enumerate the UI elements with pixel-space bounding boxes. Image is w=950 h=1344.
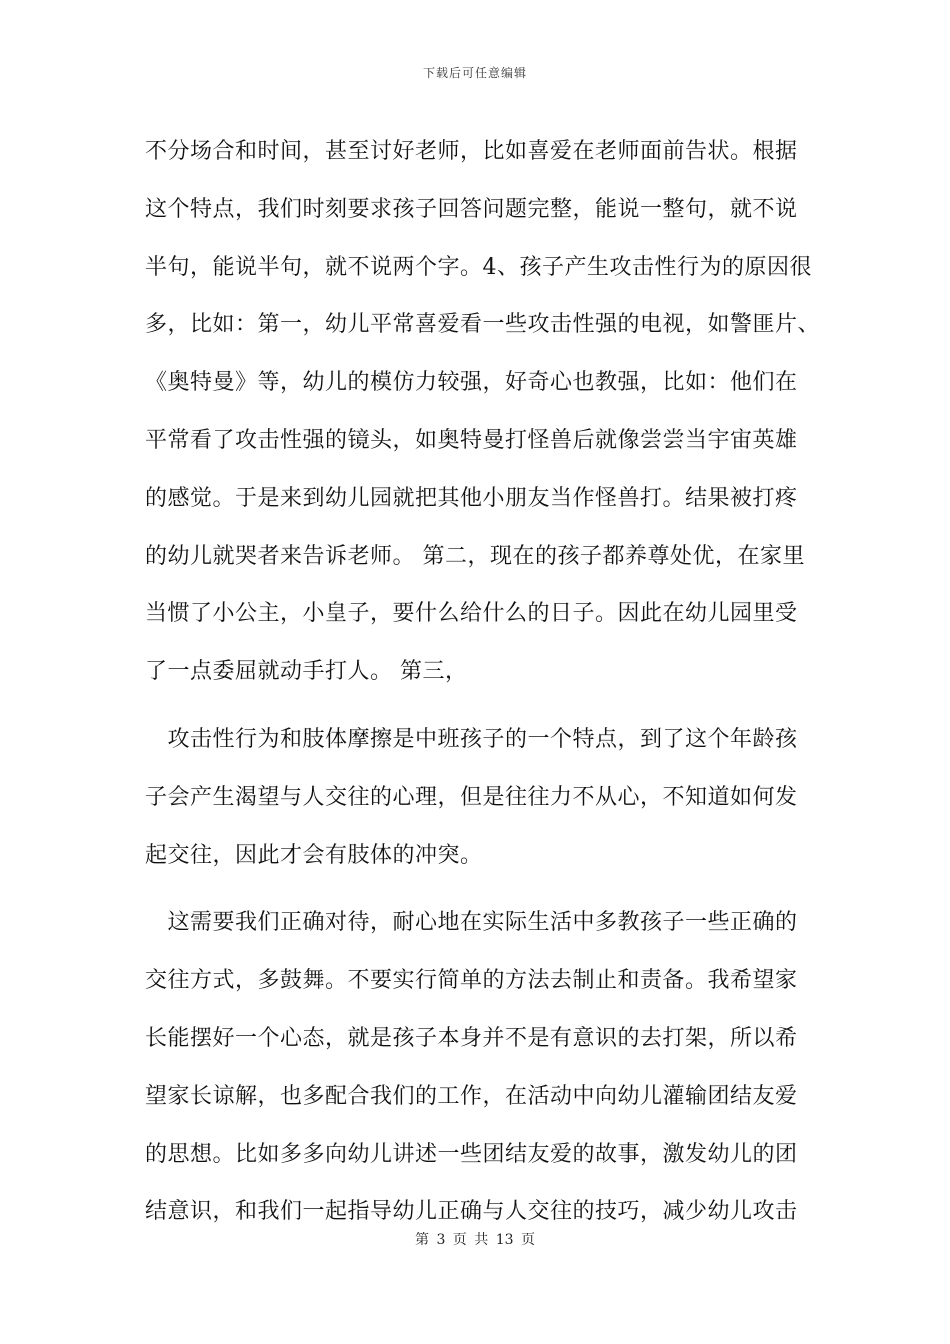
text-line: 当惯了小公主，小皇子，要什么给什么的日子。因此在幼儿园里受 (145, 601, 798, 627)
text-line: 多，比如：第一，幼儿平常喜爱看一些攻击性强的电视，如警匪片、 (145, 312, 821, 338)
text-line: 的幼儿就哭者来告诉老师。 第二，现在的孩子都养尊处优，在家里 (145, 543, 805, 569)
page-number-footer: 第 3 页 共 13 页 (415, 1232, 535, 1248)
text-line: 这个特点，我们时刻要求孩子回答问题完整，能说一整句，就不说 (145, 196, 798, 222)
text-line: 子会产生渴望与人交往的心理，但是往往力不从心，不知道如何发 (145, 784, 798, 810)
text-line: 的思想。比如多多向幼儿讲述一些团结友爱的故事，激发幼儿的团 (145, 1141, 798, 1167)
text-line: 的感觉。于是来到幼儿园就把其他小朋友当作怪兽打。结果被打疼 (145, 485, 798, 511)
text-line: 望家长谅解，也多配合我们的工作，在活动中向幼儿灌输团结友爱 (145, 1083, 798, 1109)
text-line: 了一点委屈就动手打人。 第三， (145, 659, 468, 685)
text-line: 《奥特曼》等，幼儿的模仿力较强，好奇心也教强，比如：他们在 (145, 370, 798, 396)
paragraph-spacer (145, 893, 815, 903)
text-line: 半句，能说半句，就不说两个字。4、孩子产生攻击性行为的原因很 (145, 254, 812, 280)
text-line: 起交往，因此才会有肢体的冲突。 (145, 842, 483, 868)
paragraph-2 (145, 720, 815, 893)
text-line: 长能摆好一个心态，就是孩子本身并不是有意识的去打架，所以希 (145, 1025, 798, 1051)
text-line: 这需要我们正确对待，耐心地在实际生活中多教孩子一些正确的 (145, 910, 798, 936)
text-line: 不分场合和时间，甚至讨好老师，比如喜爱在老师面前告状。根据 (145, 139, 798, 164)
text-line: 交往方式，多鼓舞。不要实行简单的方法去制止和责备。我希望家 (145, 968, 798, 994)
page-header: 下载后可任意编辑 (422, 66, 527, 80)
paragraph-1 (145, 132, 821, 710)
paragraph-3 (145, 903, 815, 1250)
text-line: 平常看了攻击性强的镜头，如奥特曼打怪兽后就像尝尝当宇宙英雄 (145, 427, 798, 453)
document-body (145, 132, 821, 1250)
paragraph-spacer (145, 710, 815, 720)
text-line: 结意识，和我们一起指导幼儿正确与人交往的技巧，减少幼儿攻击 (145, 1199, 798, 1225)
text-line: 攻击性行为和肢体摩擦是中班孩子的一个特点，到了这个年龄孩 (145, 726, 798, 752)
